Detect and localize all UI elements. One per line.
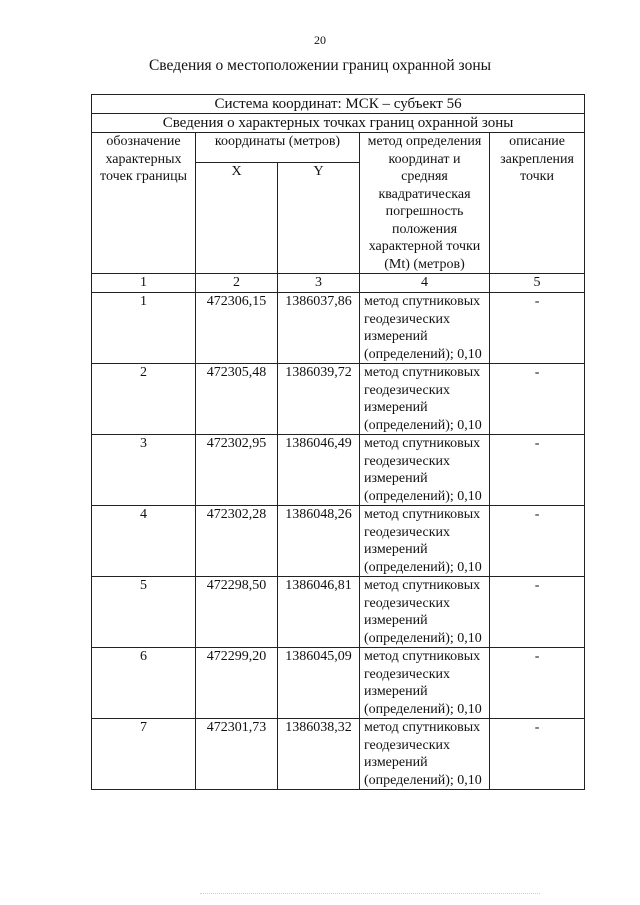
table-row <box>92 435 585 506</box>
coordinate-system-label: Система координат: МСК – субъект 56 <box>92 95 585 114</box>
description-cell: - <box>490 506 585 577</box>
table-row <box>92 364 585 435</box>
footer-divider <box>200 893 540 898</box>
table-row <box>92 577 585 648</box>
description-cell: - <box>490 577 585 648</box>
column-number: 5 <box>490 274 585 293</box>
table-row <box>92 719 585 790</box>
header-method: метод определения координат и средняя квадратическая погрешность положения характерной точки (Mt) (метров) <box>360 133 490 274</box>
coord-y: 1386037,86 <box>278 293 360 364</box>
coord-x: 472305,48 <box>196 364 278 435</box>
point-id: 1 <box>92 293 196 364</box>
column-number: 4 <box>360 274 490 293</box>
point-id: 2 <box>92 364 196 435</box>
coord-y: 1386039,72 <box>278 364 360 435</box>
description-cell: - <box>490 364 585 435</box>
point-id: 3 <box>92 435 196 506</box>
table-row <box>92 648 585 719</box>
method-cell: метод спутниковых геодезических измерений (определений); 0,10 <box>360 577 490 648</box>
header-description: описание закрепления точки <box>490 133 585 274</box>
point-id: 4 <box>92 506 196 577</box>
method-cell: метод спутниковых геодезических измерений (определений); 0,10 <box>360 435 490 506</box>
table-row <box>92 293 585 364</box>
section-heading-row <box>92 114 585 133</box>
page-number: 20 <box>314 33 326 47</box>
point-id: 6 <box>92 648 196 719</box>
point-id: 5 <box>92 577 196 648</box>
column-header-row <box>92 133 585 163</box>
description-cell: - <box>490 719 585 790</box>
method-cell: метод спутниковых геодезических измерений (определений); 0,10 <box>360 719 490 790</box>
description-cell: - <box>490 293 585 364</box>
column-number: 2 <box>196 274 278 293</box>
header-coordinates: координаты (метров) <box>196 133 360 163</box>
section-heading: Сведения о характерных точках границ охранной зоны <box>92 114 585 133</box>
method-cell: метод спутниковых геодезических измерений (определений); 0,10 <box>360 364 490 435</box>
coord-x: 472298,50 <box>196 577 278 648</box>
method-cell: метод спутниковых геодезических измерений (определений); 0,10 <box>360 293 490 364</box>
column-number: 3 <box>278 274 360 293</box>
coord-x: 472302,28 <box>196 506 278 577</box>
coord-x: 472301,73 <box>196 719 278 790</box>
description-cell: - <box>490 648 585 719</box>
coord-x: 472302,95 <box>196 435 278 506</box>
coord-y: 1386048,26 <box>278 506 360 577</box>
method-cell: метод спутниковых геодезических измерений (определений); 0,10 <box>360 506 490 577</box>
header-x: X <box>196 163 278 274</box>
coord-x: 472299,20 <box>196 648 278 719</box>
column-number-row <box>92 274 585 293</box>
coord-x: 472306,15 <box>196 293 278 364</box>
header-point: обозначение характерных точек границы <box>92 133 196 274</box>
column-number: 1 <box>92 274 196 293</box>
point-id: 7 <box>92 719 196 790</box>
coord-y: 1386046,49 <box>278 435 360 506</box>
coord-y: 1386038,32 <box>278 719 360 790</box>
header-y: Y <box>278 163 360 274</box>
page-title: Сведения о местоположении границ охранной зоны <box>148 57 492 74</box>
description-cell: - <box>490 435 585 506</box>
coordinates-table <box>91 94 585 790</box>
method-cell: метод спутниковых геодезических измерений (определений); 0,10 <box>360 648 490 719</box>
table-row <box>92 506 585 577</box>
coord-y: 1386046,81 <box>278 577 360 648</box>
coord-y: 1386045,09 <box>278 648 360 719</box>
coordinate-system-row <box>92 95 585 114</box>
